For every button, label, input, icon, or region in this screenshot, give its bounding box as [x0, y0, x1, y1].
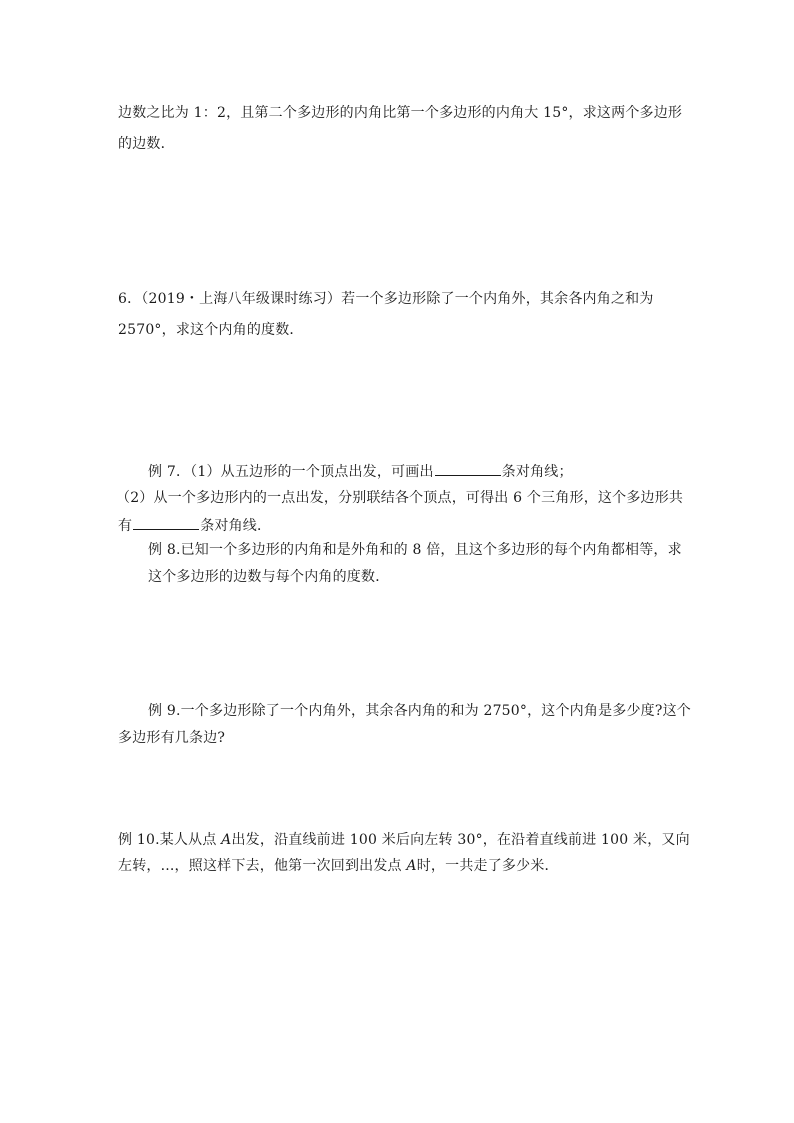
problem5-line1: 边数之比为 1：2，且第二个多边形的内角比第一个多边形的内角大 15°，求这两个多边形 — [118, 105, 683, 121]
example8-line1: 例 8.已知一个多边形的内角和是外角和的 8 倍，且这个多边形的每个内角都相等，求 — [148, 542, 682, 558]
example7-part2-suffix: 条对角线． — [200, 518, 272, 534]
example10-line1-end: 出发，沿直线前进 100 米后向左转 30°，在沿着直线前进 100 米，又向 — [231, 832, 690, 848]
point-a-label: A — [221, 832, 232, 848]
example10-line2-end: 时，一共走了多少米． — [416, 858, 559, 874]
point-a-label-2: A — [406, 858, 417, 874]
example9-line2: 多边形有几条边? — [118, 730, 226, 746]
answer-blank-2[interactable] — [133, 515, 199, 530]
problem6-line2: 2570°，求这个内角的度数． — [118, 322, 304, 338]
example10-line1-start: 例 10.某人从点 — [118, 832, 222, 848]
example10-line1 — [118, 830, 690, 850]
problem6-line1: 6．（2019・上海八年级课时练习）若一个多边形除了一个内角外，其余各内角之和为 — [118, 291, 654, 307]
example8-line2: 这个多边形的边数与每个内角的度数． — [148, 569, 390, 585]
example7-part2-line1: （2）从一个多边形内的一点出发，分别联结各个顶点，可得出 6 个三角形，这个多边形共 — [116, 490, 684, 506]
example7-part2-prefix: 有 — [118, 518, 133, 534]
answer-blank-1[interactable] — [435, 461, 501, 476]
example10-line2 — [118, 856, 559, 876]
example9-line1: 例 9.一个多边形除了一个内角外，其余各内角的和为 2750°，这个内角是多少度?这个 — [148, 703, 691, 719]
example7-part2-line2 — [118, 515, 271, 536]
example7-part1 — [148, 461, 573, 482]
example7-part1-text: 例 7．（1）从五边形的一个顶点出发，可画出 — [148, 464, 434, 480]
example7-part1-suffix: 条对角线； — [501, 464, 573, 480]
problem5-line2: 的边数． — [118, 136, 175, 152]
example10-line2-start: 左转，...，照这样下去，他第一次回到出发点 — [118, 858, 407, 874]
